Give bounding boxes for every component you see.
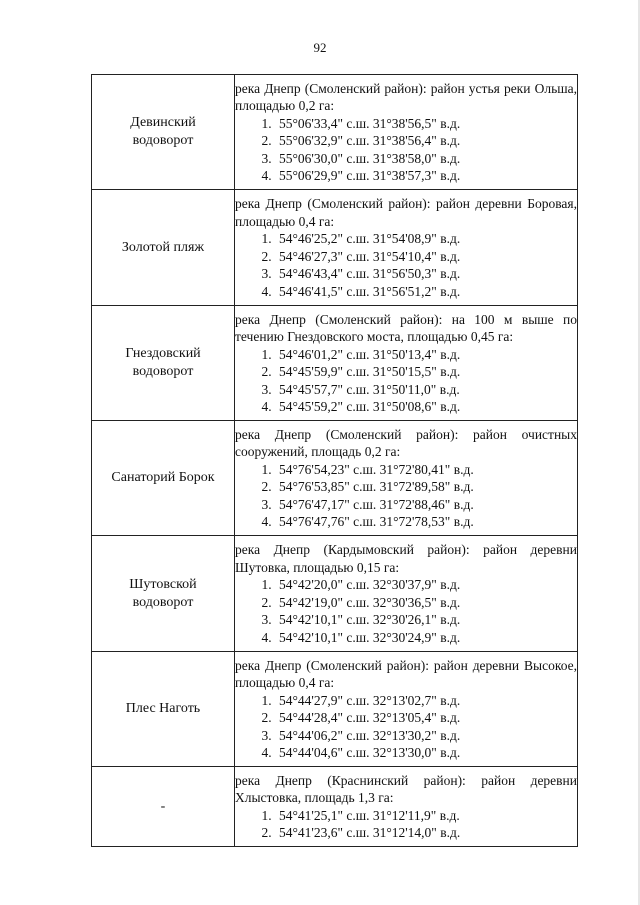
coordinate-item: 3. 54°44'06,2" с.ш. 32°13'30,2" в.д. bbox=[275, 727, 577, 745]
coordinate-item: 2. 54°46'27,3" с.ш. 31°54'10,4" в.д. bbox=[275, 248, 577, 266]
location-name-cell bbox=[92, 306, 235, 421]
coordinate-list bbox=[235, 576, 577, 646]
coordinate-item: 3. 54°46'43,4" с.ш. 31°56'50,3" в.д. bbox=[275, 265, 577, 283]
coordinate-item: 3. 54°45'57,7" с.ш. 31°50'11,0" в.д. bbox=[275, 381, 577, 399]
location-name-line: водоворот bbox=[132, 133, 194, 148]
coordinate-item: 2. 54°42'19,0" с.ш. 32°30'36,5" в.д. bbox=[275, 594, 577, 612]
coordinate-item: 2. 54°45'59,9" с.ш. 31°50'15,5" в.д. bbox=[275, 363, 577, 381]
location-description-cell bbox=[235, 421, 578, 536]
coordinate-item: 1. 54°46'25,2" с.ш. 31°54'08,9" в.д. bbox=[275, 230, 577, 248]
location-description: река Днепр (Смоленский район): на 100 м выше по течению Гнездовского моста, площадью 0,45 га: bbox=[235, 311, 577, 344]
coordinate-list bbox=[235, 807, 577, 842]
document-table bbox=[91, 74, 578, 847]
coordinate-item: 3. 54°76'47,17" с.ш. 31°72'88,46" в.д. bbox=[275, 496, 577, 514]
table-row bbox=[92, 306, 578, 421]
coordinate-item: 2. 54°76'53,85" с.ш. 31°72'89,58" в.д. bbox=[275, 478, 577, 496]
table-row bbox=[92, 652, 578, 767]
location-name-cell bbox=[92, 421, 235, 536]
coordinate-item: 1. 54°76'54,23" с.ш. 31°72'80,41" в.д. bbox=[275, 461, 577, 479]
location-description-cell bbox=[235, 306, 578, 421]
location-description: река Днепр (Кардымовский район): район деревни Шутовка, площадью 0,15 га: bbox=[235, 542, 577, 575]
table-row bbox=[92, 75, 578, 190]
location-name-line: Гнездовский bbox=[125, 346, 201, 361]
location-name-line: Плес Наготь bbox=[125, 701, 201, 716]
location-name-cell bbox=[92, 75, 235, 190]
location-name-line: водоворот bbox=[132, 594, 194, 610]
coordinate-item: 4. 54°45'59,2" с.ш. 31°50'08,6" в.д. bbox=[275, 398, 577, 416]
coordinate-list bbox=[235, 346, 577, 416]
table-row bbox=[92, 421, 578, 536]
location-description-cell bbox=[235, 75, 578, 190]
coordinate-list bbox=[235, 692, 577, 762]
table-row bbox=[92, 767, 578, 847]
coordinate-item: 1. 55°06'33,4" с.ш. 31°38'56,5" в.д. bbox=[275, 115, 577, 133]
location-name-cell bbox=[92, 536, 235, 652]
location-description: река Днепр (Смоленский район): район деревни Боровая, площадью 0,4 га: bbox=[235, 196, 577, 229]
location-description: река Днепр (Краснинский район): район деревни Хлыстовка, площадь 1,3 га: bbox=[235, 772, 577, 805]
location-name-line: Золотой пляж bbox=[121, 239, 205, 255]
location-name-line: Девинский bbox=[130, 115, 196, 130]
location-description: река Днепр (Смоленский район): район деревни Высокое, площадью 0,4 га: bbox=[235, 657, 577, 690]
coordinate-list bbox=[235, 230, 577, 300]
table-row bbox=[92, 536, 578, 652]
coordinate-item: 1. 54°44'27,9" с.ш. 32°13'02,7" в.д. bbox=[275, 692, 577, 710]
coordinate-item: 4. 54°46'41,5" с.ш. 31°56'51,2" в.д. bbox=[275, 283, 577, 301]
coordinate-item: 4. 54°76'47,76" с.ш. 31°72'78,53" в.д. bbox=[275, 513, 577, 531]
location-description: река Днепр (Смоленский район): район устья реки Ольша, площадью 0,2 га: bbox=[235, 80, 577, 113]
coordinate-item: 4. 54°42'10,1" с.ш. 32°30'24,9" в.д. bbox=[275, 629, 577, 647]
coordinate-list bbox=[235, 115, 577, 185]
page-number: 92 bbox=[313, 40, 327, 55]
coordinate-item: 3. 55°06'30,0" с.ш. 31°38'58,0" в.д. bbox=[275, 150, 577, 168]
coordinate-item: 2. 54°44'28,4" с.ш. 32°13'05,4" в.д. bbox=[275, 709, 577, 727]
location-description-cell bbox=[235, 767, 578, 847]
location-name-cell bbox=[92, 767, 235, 847]
table-row bbox=[92, 190, 578, 306]
location-name-line: Шутовской bbox=[129, 576, 197, 592]
location-description: река Днепр (Смоленский район): район очистных сооружений, площадь 0,2 га: bbox=[235, 426, 577, 459]
coordinate-item: 1. 54°41'25,1" с.ш. 31°12'11,9" в.д. bbox=[275, 807, 577, 825]
location-name-line: водоворот bbox=[132, 364, 194, 379]
location-name-cell bbox=[92, 652, 235, 767]
location-name-cell bbox=[92, 190, 235, 306]
location-description-cell bbox=[235, 652, 578, 767]
coordinate-item: 1. 54°42'20,0" с.ш. 32°30'37,9" в.д. bbox=[275, 576, 577, 594]
location-description-cell bbox=[235, 536, 578, 652]
coordinate-list bbox=[235, 461, 577, 531]
coordinate-item: 2. 54°41'23,6" с.ш. 31°12'14,0" в.д. bbox=[275, 824, 577, 842]
coordinate-item: 4. 55°06'29,9" с.ш. 31°38'57,3" в.д. bbox=[275, 167, 577, 185]
coordinate-item: 1. 54°46'01,2" с.ш. 31°50'13,4" в.д. bbox=[275, 346, 577, 364]
coordinate-item: 3. 54°42'10,1" с.ш. 32°30'26,1" в.д. bbox=[275, 611, 577, 629]
coordinate-item: 2. 55°06'32,9" с.ш. 31°38'56,4" в.д. bbox=[275, 132, 577, 150]
location-description-cell bbox=[235, 190, 578, 306]
location-name-line: Санаторий Борок bbox=[111, 470, 215, 485]
location-name-line: - bbox=[160, 798, 166, 814]
coordinate-item: 4. 54°44'04,6" с.ш. 32°13'30,0" в.д. bbox=[275, 744, 577, 762]
